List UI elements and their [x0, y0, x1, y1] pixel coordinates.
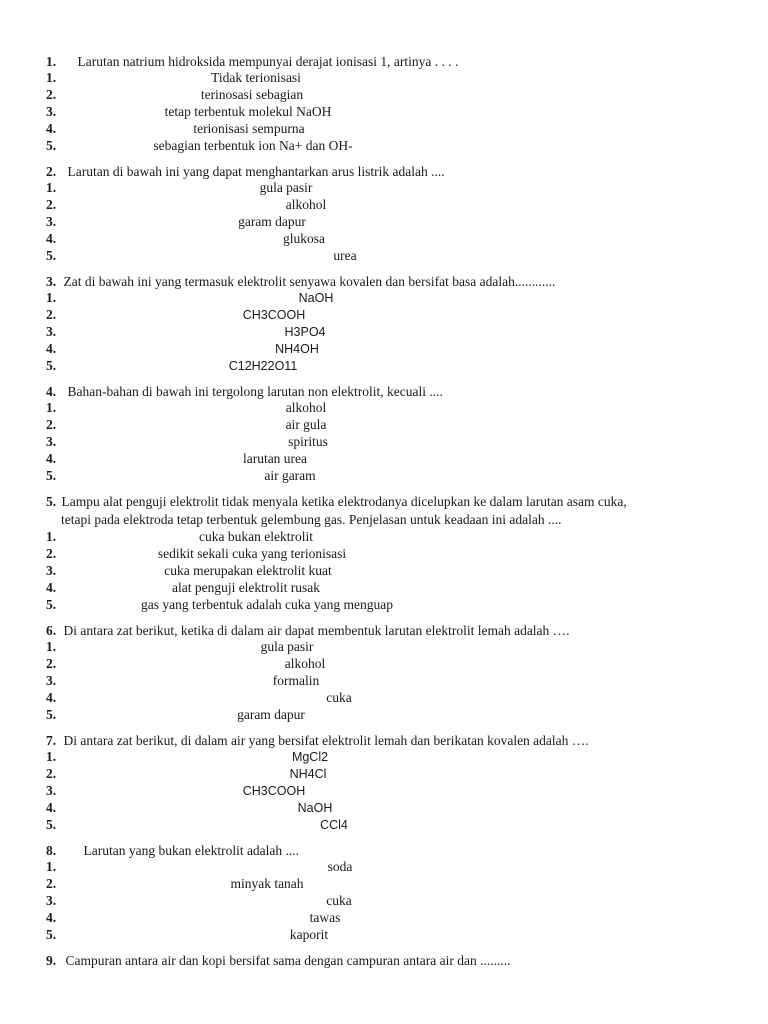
option-text: cuka	[326, 690, 352, 705]
option-number: 3.	[46, 104, 57, 119]
option-text: alat penguji elektrolit rusak	[171, 580, 321, 595]
option-text: minyak tanah	[230, 876, 304, 891]
option-text: garam dapur	[237, 707, 305, 722]
option-number: 5.	[46, 248, 57, 263]
option-number: 4.	[46, 910, 57, 925]
option-number: 5.	[46, 817, 57, 832]
option-row	[0, 529, 768, 545]
question-text: Zat di bawah ini yang termasuk elektrolit senyawa kovalen dan bersifat basa adalah............	[63, 274, 556, 289]
question-8	[46, 843, 299, 859]
option-text: tetap terbentuk molekul NaOH	[164, 104, 332, 119]
question-number: 2.	[46, 164, 57, 179]
question-number: 6.	[46, 623, 57, 638]
option-row	[0, 417, 768, 433]
option-row	[0, 673, 768, 689]
option-text: terionisasi sempurna	[193, 121, 305, 136]
option-row	[0, 358, 768, 374]
option-number: 5.	[46, 707, 57, 722]
option-text: air gula	[285, 417, 327, 432]
option-text: garam dapur	[238, 214, 306, 229]
option-text: cuka merupakan elektrolit kuat	[164, 563, 332, 578]
option-text: cuka	[326, 893, 352, 908]
option-row	[0, 893, 768, 909]
question-1	[46, 54, 458, 70]
question-9	[46, 953, 510, 969]
option-text: alkohol	[285, 400, 327, 415]
option-row	[0, 563, 768, 579]
question-6	[46, 623, 570, 639]
option-text: CH3COOH	[242, 308, 306, 322]
option-text: CH3COOH	[242, 784, 306, 798]
option-text: sedikit sekali cuka yang terionisasi	[157, 546, 347, 561]
option-number: 3.	[46, 563, 57, 578]
option-row	[0, 341, 768, 357]
option-number: 2.	[46, 546, 57, 561]
option-text: soda	[327, 859, 353, 874]
option-row	[0, 197, 768, 213]
option-text: kaporit	[289, 927, 329, 942]
option-number: 1.	[46, 749, 57, 764]
question-text: Larutan natrium hidroksida mempunyai derajat ionisasi 1, artinya . . . .	[77, 54, 459, 69]
option-number: 4.	[46, 451, 57, 466]
option-row	[0, 324, 768, 340]
option-row	[0, 434, 768, 450]
option-row	[0, 104, 768, 120]
option-number: 5.	[46, 597, 57, 612]
option-text: C12H22O11	[228, 359, 298, 373]
option-text: Tidak terionisasi	[211, 70, 301, 85]
option-row	[0, 766, 768, 782]
option-number: 5.	[46, 927, 57, 942]
option-text: urea	[333, 248, 357, 263]
option-row	[0, 783, 768, 799]
option-row	[0, 580, 768, 596]
option-number: 2.	[46, 766, 57, 781]
option-row	[0, 597, 768, 613]
option-number: 1.	[46, 180, 57, 195]
question-number: 8.	[46, 843, 57, 858]
option-text: gula pasir	[260, 639, 314, 654]
option-row	[0, 70, 768, 86]
option-number: 5.	[46, 138, 57, 153]
option-number: 2.	[46, 417, 57, 432]
option-row	[0, 307, 768, 323]
option-number: 2.	[46, 307, 57, 322]
option-text: alkohol	[285, 197, 327, 212]
option-row	[0, 656, 768, 672]
option-text: gula pasir	[259, 180, 313, 195]
option-row	[0, 859, 768, 875]
question-5	[46, 494, 627, 510]
option-number: 5.	[46, 358, 57, 373]
question-text: Di antara zat berikut, ketika di dalam air dapat membentuk larutan elektrolit lemah adalah ….	[63, 623, 570, 638]
option-row	[0, 749, 768, 765]
question-number: 7.	[46, 733, 57, 748]
option-number: 1.	[46, 859, 57, 874]
option-text: NaOH	[297, 801, 333, 815]
question-text: Larutan di bawah ini yang dapat menghantarkan arus listrik adalah ....	[67, 164, 445, 179]
question-7	[46, 733, 589, 749]
option-row	[0, 290, 768, 306]
option-number: 4.	[46, 800, 57, 815]
question-3	[46, 274, 555, 290]
option-row	[0, 690, 768, 706]
option-number: 3.	[46, 893, 57, 908]
option-row	[0, 639, 768, 655]
option-number: 3.	[46, 324, 57, 339]
option-number: 1.	[46, 70, 57, 85]
option-row	[0, 138, 768, 154]
question-text: Bahan-bahan di bawah ini tergolong larutan non elektrolit, kecuali ....	[67, 384, 443, 399]
option-number: 5.	[46, 468, 57, 483]
question-text: Lampu alat penguji elektrolit tidak menyala ketika elektrodanya dicelupkan ke dalam larutan asam cuka,	[61, 494, 627, 509]
option-number: 4.	[46, 231, 57, 246]
option-row	[0, 214, 768, 230]
option-text: tawas	[309, 910, 341, 925]
option-number: 1.	[46, 400, 57, 415]
option-text: terinosasi sebagian	[200, 87, 304, 102]
option-number: 1.	[46, 529, 57, 544]
option-text: air garam	[264, 468, 316, 483]
option-text: H3PO4	[284, 325, 326, 339]
question-number: 5.	[46, 494, 57, 509]
option-row	[0, 231, 768, 247]
option-row	[0, 87, 768, 103]
option-text: NH4Cl	[289, 767, 327, 781]
option-row	[0, 468, 768, 484]
option-row	[0, 451, 768, 467]
question-number: 3.	[46, 274, 57, 289]
option-row	[0, 800, 768, 816]
option-number: 3.	[46, 214, 57, 229]
option-number: 4.	[46, 690, 57, 705]
option-number: 2.	[46, 656, 57, 671]
question-number: 4.	[46, 384, 57, 399]
option-text: cuka bukan elektrolit	[199, 529, 313, 544]
option-number: 1.	[46, 639, 57, 654]
option-number: 3.	[46, 673, 57, 688]
option-text: glukosa	[283, 231, 325, 246]
option-row	[0, 927, 768, 943]
option-text: NH4OH	[275, 342, 319, 356]
option-number: 2.	[46, 876, 57, 891]
option-number: 2.	[46, 197, 57, 212]
option-text: sebagian terbentuk ion Na+ dan OH-	[153, 138, 353, 153]
option-number: 3.	[46, 434, 57, 449]
option-text: gas yang terbentuk adalah cuka yang menguap	[141, 597, 393, 612]
option-row	[0, 180, 768, 196]
question-text: Larutan yang bukan elektrolit adalah ....	[83, 843, 300, 858]
option-text: spiritus	[288, 434, 328, 449]
question-text: Campuran antara air dan kopi bersifat sama dengan campuran antara air dan .........	[65, 953, 511, 968]
option-number: 3.	[46, 783, 57, 798]
option-number: 1.	[46, 290, 57, 305]
question-number: 9.	[46, 953, 57, 968]
question-4	[46, 384, 443, 400]
question-text-continued: tetapi pada elektroda tetap terbentuk gelembung gas. Penjelasan untuk keadaan ini adalah ....	[61, 512, 562, 527]
option-number: 4.	[46, 580, 57, 595]
option-number: 4.	[46, 121, 57, 136]
question-text: Di antara zat berikut, di dalam air yang bersifat elektrolit lemah dan berikatan kovalen adalah ….	[63, 733, 589, 748]
option-text: CCl4	[320, 818, 348, 832]
question-number: 1.	[46, 54, 57, 69]
option-text: formalin	[272, 673, 320, 688]
question-2	[46, 164, 445, 180]
option-number: 4.	[46, 341, 57, 356]
option-row	[0, 910, 768, 926]
option-row	[0, 248, 768, 264]
option-text: alkohol	[284, 656, 326, 671]
option-row	[0, 400, 768, 416]
option-row	[0, 817, 768, 833]
option-text: MgCl2	[291, 750, 329, 764]
option-number: 2.	[46, 87, 57, 102]
option-row	[0, 121, 768, 137]
option-row	[0, 546, 768, 562]
option-row	[0, 876, 768, 892]
option-text: larutan urea	[242, 451, 308, 466]
option-text: NaOH	[298, 291, 334, 305]
option-row	[0, 707, 768, 723]
question-5-line-2	[61, 512, 561, 528]
